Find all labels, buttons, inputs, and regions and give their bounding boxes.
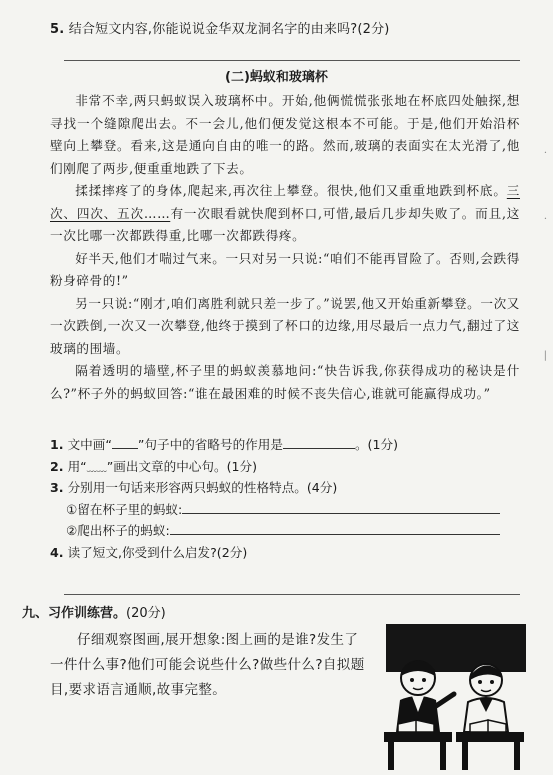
question-5-text: 结合短文内容,你能说说金华双龙洞名字的由来吗?(2分) (68, 22, 390, 37)
passage-paragraph-2-start: 揉揉摔疼了的身体,爬起来,再次往上攀登。很快,他们又重重地跌到杯底。 (75, 183, 507, 198)
question-5 (50, 18, 390, 37)
question-2-text-a: 用“ (67, 458, 87, 474)
left-desk (384, 732, 452, 742)
section-divider-top (64, 60, 520, 61)
illustration-two-students-reading (378, 620, 530, 770)
section-9-score: (20分) (126, 606, 166, 621)
section-9-prompt (50, 628, 365, 703)
passage-paragraph-3: 好半天,他们才喘过气来。一只对另一只说:“咱们不能再冒险了。否则,会跌得粉身碎骨的!” (50, 250, 520, 288)
passage-paragraph-2-end: 有一次眼看就快爬到杯口,可惜,最后几步却失败了。而且,这一次比哪一次都跌得重,比哪一次都跌得疼。 (50, 205, 520, 243)
right-desk (456, 732, 524, 742)
section-9-heading: 九、习作训练营。 (22, 606, 127, 621)
question-4-number: 4. (50, 544, 64, 560)
question-1-text-b: ”句子中的省略号的作用是 (137, 437, 283, 452)
passage-paragraph-1: 非常不幸,两只蚂蚁误入玻璃杯中。开始,他俩慌慌张张地在杯底四处触探,想寻找一个缝隙爬出去。不一会儿,他们便发觉这根本不可能。于是,他们开始沿杯壁向上攀登。看来,这是通向自由的唯一的路。然而,玻璃的表面实在太光滑了,他们刚爬了两步,便重重地跌了下去。 (50, 93, 520, 176)
question-3-part-2-answer-blank[interactable] (170, 522, 500, 535)
passage (50, 90, 520, 405)
margin-mark-3: | (543, 350, 547, 361)
section-9-prompt-text: 仔细观察图画,展开想象:图上画的是谁?发生了一件什么事?他们可能会说些什么?做些什么?自拟题目,要求语言通顺,故事完整。 (50, 632, 365, 698)
passage-paragraph-2 (50, 180, 520, 248)
question-3-number: 3. (50, 480, 64, 495)
margin-mark-1: · (543, 148, 547, 159)
margin-mark-2: · (543, 214, 547, 225)
question-1-number: 1. (50, 437, 64, 452)
question-1-answer-blank[interactable] (283, 436, 355, 449)
question-4 (50, 542, 540, 564)
question-2 (50, 456, 540, 478)
section-9-title (22, 602, 166, 621)
question-1-text-a: 文中画“ (67, 437, 112, 452)
question-3-part-1-answer-blank[interactable] (182, 501, 500, 514)
question-3-part-2 (50, 520, 540, 542)
question-1 (50, 434, 540, 456)
question-4-text: 读了短文,你受到什么启发?(2分) (67, 544, 248, 560)
question-3-text: 分别用一句话来形容两只蚂蚁的性格特点。(4分) (67, 480, 338, 495)
passage-paragraph-5: 隔着透明的墙壁,杯子里的蚂蚁羡慕地问:“快告诉我,你获得成功的秘诀是什么?”杯子外的蚂蚁回答:“谁在最困难的时候不丧失信心,谁就可能赢得成功。” (50, 363, 520, 401)
section-2-title: (二)蚂蚁和玻璃杯 (225, 70, 328, 85)
question-2-number: 2. (50, 458, 64, 474)
wavy-line-sample: ﹏﹏ (86, 462, 107, 474)
question-3-part-1-label: ①留在杯子里的蚂蚁: (66, 501, 183, 517)
question-2-text-b: ”画出文章的中心句。(1分) (106, 458, 258, 474)
passage-paragraph-4: 另一只说:“刚才,咱们离胜利就只差一步了。”说罢,他又开始重新攀登。一次又一次跌倒,一次又一次攀登,他终于摸到了杯口的边缘,用尽最后一点力气,翻过了这玻璃的围墙。 (50, 295, 520, 356)
question-3-part-1 (50, 499, 540, 521)
underlined-sentence: 三次、四次、五次…… (50, 183, 520, 221)
section-2-questions (50, 434, 540, 563)
section-divider-bottom (64, 594, 520, 595)
question-5-number: 5. (50, 22, 65, 37)
question-1-text-c: 。(1分) (354, 437, 398, 452)
question-1-line-sample (112, 436, 138, 449)
question-3 (50, 477, 540, 499)
question-3-part-2-label: ②爬出杯子的蚂蚁: (66, 523, 170, 538)
